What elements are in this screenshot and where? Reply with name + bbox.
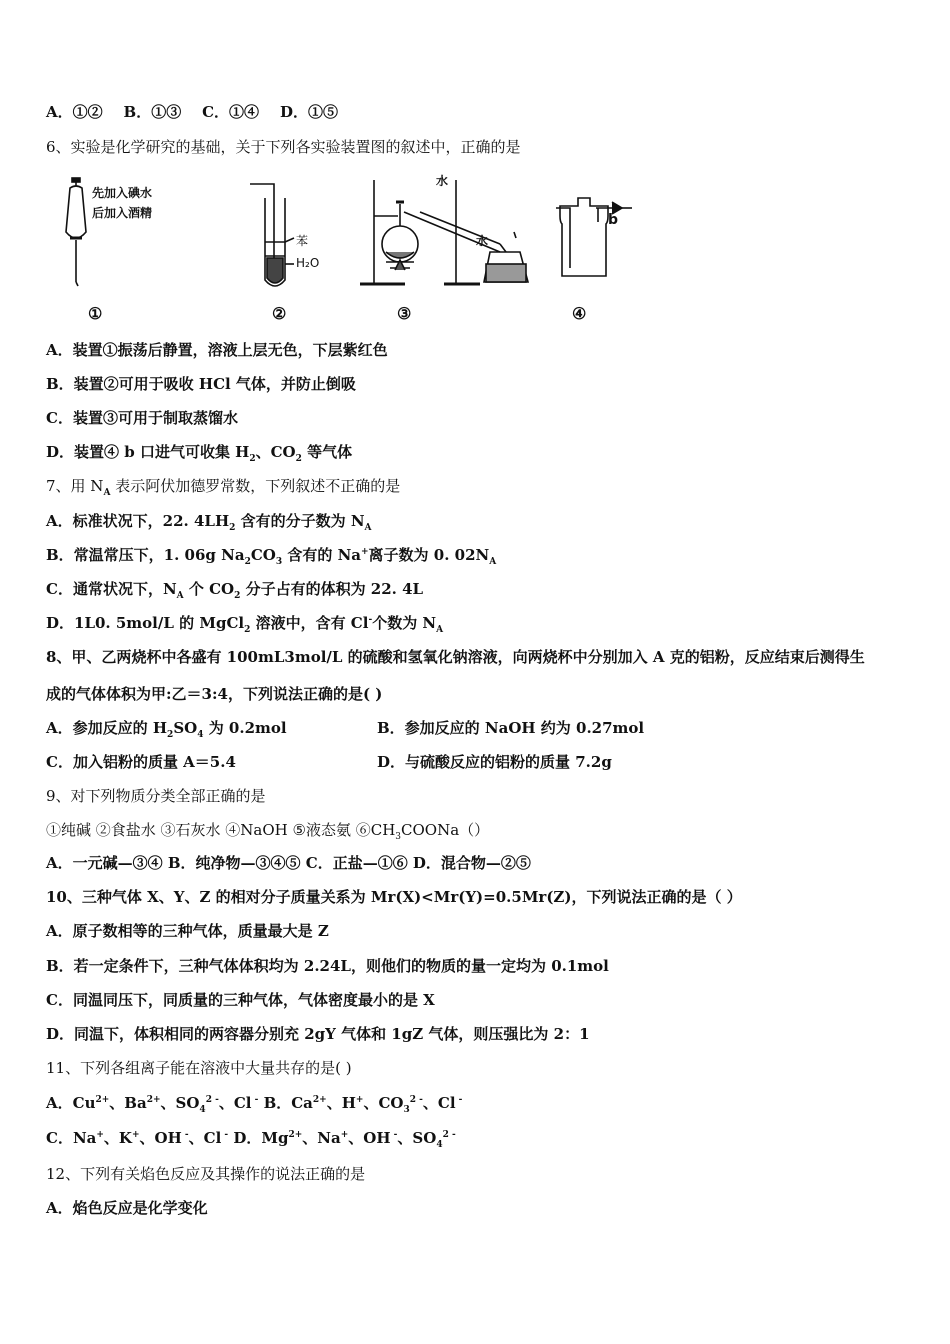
q7-a-text1: A．标准状况下，22. 4LH xyxy=(46,512,230,530)
q9-items-text2: COONa（） xyxy=(401,821,490,839)
q7-b-text4: 离子数为 0. 02N xyxy=(368,546,490,564)
q7-c-sub1: A xyxy=(176,591,184,601)
q7-a-sub2: A xyxy=(364,523,372,533)
q11-b-1: B．Ca xyxy=(258,1094,313,1112)
q11-b-3-sub: 3 xyxy=(403,1105,410,1115)
q6-option-a: A．装置①振荡后静置，溶液上层无色，下层紫红色 xyxy=(46,341,388,359)
funnel-caption-1: 先加入碘水 xyxy=(92,186,153,200)
q11-d-1-sup: 2+ xyxy=(288,1130,303,1140)
label-water-side: 水 xyxy=(476,234,489,248)
q11-c-1-sup: + xyxy=(96,1130,104,1140)
q11-b-1-sup: 2+ xyxy=(312,1095,327,1105)
label-water-h2o: H₂O xyxy=(296,256,320,270)
q8-option-c: C．加入铝粉的质量 A＝5.4 xyxy=(46,753,236,771)
q11-d-4-sup: 2 - xyxy=(442,1130,456,1140)
q9-items xyxy=(46,820,489,840)
q6-d-sub1: 2 xyxy=(249,454,256,464)
q7-d-text2: 溶液中，含有 Cl xyxy=(250,614,369,632)
q6-d-text2: 、CO xyxy=(255,443,296,461)
q8-a-text1: A．参加反应的 H xyxy=(46,719,168,737)
q8-stem-line1 xyxy=(46,647,865,667)
q9-stem: 9、对下列物质分类全部正确的是 xyxy=(46,787,266,805)
q8-a-text3: 为 0.2mol xyxy=(203,719,287,737)
q5-option-d: D．①⑤ xyxy=(279,103,338,121)
figure-label-3: ③ xyxy=(397,304,412,323)
q8-option-d: D．与硫酸反应的铝粉的质量 7.2g xyxy=(377,753,612,771)
q8-option-b: B．参加反应的 NaOH 约为 0.27mol xyxy=(377,719,645,737)
figure-label-1: ① xyxy=(88,304,103,323)
q5-option-b: B．①③ xyxy=(123,103,182,121)
q7-a-sub1: 2 xyxy=(229,523,236,533)
q11-d-2: 、Na xyxy=(302,1129,341,1147)
q11-d-3: 、OH xyxy=(348,1129,391,1147)
q8-a-text2: SO xyxy=(173,719,198,737)
q11-d-2-sup: + xyxy=(340,1130,349,1140)
q7-b-sup: + xyxy=(361,547,369,557)
q11-a-3-sub: 4 xyxy=(199,1105,206,1115)
q11-b-2-sup: + xyxy=(355,1095,364,1105)
q7-b-sub3: A xyxy=(489,557,497,567)
q10-stem xyxy=(46,887,742,907)
q12-stem: 12、下列有关焰色反应及其操作的说法正确的是 xyxy=(46,1165,366,1183)
figure-label-2: ② xyxy=(272,304,287,323)
q6-option-b: B．装置②可用于吸收 HCl 气体，并防止倒吸 xyxy=(46,375,356,393)
q11-c-1: C．Na xyxy=(46,1129,97,1147)
q11-a-1-sup: 2+ xyxy=(95,1095,110,1105)
label-water-top: 水 xyxy=(436,174,449,188)
q7-d-sub2: A xyxy=(436,625,444,635)
q10-option-d: D．同温下，体积相同的两容器分别充 2gY 气体和 1gZ 气体，则压强比为 2：1 xyxy=(46,1025,590,1043)
funnel-caption-2: 后加入酒精 xyxy=(92,206,153,220)
q9-items-text1: ①纯碱 ②食盐水 ③石灰水 ④NaOH ⑤液态氨 ⑥CH xyxy=(46,821,396,839)
q11-c-3: 、OH xyxy=(139,1129,182,1147)
q5-options xyxy=(46,102,338,122)
q11-b-4: 、Cl xyxy=(422,1094,456,1112)
q7-option-c xyxy=(46,579,423,599)
q11-a-2: 、Ba xyxy=(109,1094,147,1112)
q6-d-text3: 等气体 xyxy=(301,443,353,461)
q11-a-3: 、SO xyxy=(160,1094,200,1112)
q11-stem: 11、下列各组离子能在溶液中大量共存的是( ) xyxy=(46,1059,352,1077)
q11-c-2-sup: + xyxy=(131,1130,140,1140)
q11-c-4-sup: - xyxy=(221,1130,229,1140)
q11-b-3-sup: 2 - xyxy=(409,1095,423,1105)
label-benzene: 苯 xyxy=(296,234,309,248)
q11-c-2: 、K xyxy=(103,1129,132,1147)
q7-b-sub1: 2 xyxy=(244,557,251,567)
q8-stem-line2: 成的气体体积为甲:乙＝3:4，下列说法正确的是( ) xyxy=(46,685,383,703)
q9-options: A．一元碱—③④ B．纯净物—③④⑤ C．正盐—①⑥ D．混合物—②⑤ xyxy=(46,854,531,872)
q7-b-text2: CO xyxy=(250,546,276,564)
q11-a-4: 、Cl xyxy=(218,1094,252,1112)
q9-items-sub: 3 xyxy=(395,832,402,842)
q8-option-a xyxy=(46,718,287,738)
q5-option-a: A．①② xyxy=(46,103,103,121)
q7-b-sub2: 3 xyxy=(275,557,283,567)
q11-options-cd xyxy=(46,1128,456,1148)
q7-option-d xyxy=(46,613,443,633)
q7-option-b xyxy=(46,545,496,565)
q7-stem-sub: A xyxy=(103,488,111,498)
q11-d-4-sub: 4 xyxy=(436,1140,443,1150)
q11-b-4-sup: - xyxy=(455,1095,463,1105)
q11-d-4: 、SO xyxy=(397,1129,437,1147)
q6-option-c: C．装置③可用于制取蒸馏水 xyxy=(46,409,238,427)
q6-d-sub2: 2 xyxy=(295,454,302,464)
q11-options-ab xyxy=(46,1093,462,1113)
q7-d-text1: D．1L0. 5mol/L 的 MgCl xyxy=(46,614,245,632)
q8-a-sub2: 4 xyxy=(197,730,204,740)
q6-option-d xyxy=(46,442,352,462)
q5-option-c: C．①④ xyxy=(202,103,260,121)
q7-d-sup: - xyxy=(368,615,373,625)
q6-d-text1: D．装置④ b 口进气可收集 H xyxy=(46,443,250,461)
q12-option-a: A．焰色反应是化学变化 xyxy=(46,1199,208,1217)
q11-c-4: 、Cl xyxy=(188,1129,222,1147)
q7-d-text3: 个数为 N xyxy=(372,614,437,632)
q11-a-2-sup: 2+ xyxy=(146,1095,161,1105)
q7-c-text3: 分子占有的体积为 22. 4L xyxy=(240,580,424,598)
q7-b-text1: B．常温常压下，1. 06g Na xyxy=(46,546,245,564)
q7-d-sub1: 2 xyxy=(244,625,251,635)
q11-d-1: D．Mg xyxy=(228,1129,289,1147)
distillation-apparatus xyxy=(360,180,528,284)
q7-c-text2: 个 CO xyxy=(183,580,235,598)
q11-b-3: 、CO xyxy=(363,1094,404,1112)
q6-stem: 6、实验是化学研究的基础，关于下列各实验装置图的叙述中，正确的是 xyxy=(46,138,521,156)
q11-a-1: A．Cu xyxy=(46,1094,96,1112)
q10-option-a: A．原子数相等的三种气体，质量最大是 Z xyxy=(46,922,329,940)
q7-c-text1: C．通常状况下，N xyxy=(46,580,177,598)
q11-a-4-sup: - xyxy=(251,1095,259,1105)
figure-label-4: ④ xyxy=(572,304,587,323)
q11-a-3-sup: 2 - xyxy=(205,1095,219,1105)
q10-stem-text: 10、三种气体 X、Y、Z 的相对分子质量关系为 Mr(X)<Mr(Y)=0.5Mr(Z)，下列说法正确的是（ ） xyxy=(46,888,742,906)
q7-a-text2: 含有的分子数为 N xyxy=(235,512,365,530)
q10-option-b: B．若一定条件下，三种气体体积均为 2.24L，则他们的物质的量一定均为 0.1mol xyxy=(46,957,609,975)
separatory-funnel xyxy=(66,178,86,286)
q6-apparatus-figure xyxy=(60,172,660,297)
q7-option-a xyxy=(46,511,372,531)
q8-stem-text1: 8、甲、乙两烧杯中各盛有 100mL3mol/L 的硫酸和氢氧化钠溶液，向两烧杯中分别加入 A 克的铝粉，反应结束后测得生 xyxy=(46,648,865,666)
q11-c-3-sup: - xyxy=(181,1130,189,1140)
q7-b-text3: 含有的 Na xyxy=(282,546,361,564)
gas-collection-bottle xyxy=(556,198,632,276)
q11-b-2: 、H xyxy=(326,1094,356,1112)
q7-stem xyxy=(46,476,400,496)
q7-c-sub2: 2 xyxy=(234,591,241,601)
q7-stem-text2: 表示阿伏加德罗常数，下列叙述不正确的是 xyxy=(110,477,401,495)
test-tube-apparatus xyxy=(250,184,294,286)
q8-a-sub1: 2 xyxy=(167,730,174,740)
label-b-port: b xyxy=(608,212,619,228)
q7-stem-text1: 7、用 N xyxy=(46,477,104,495)
q10-option-c: C．同温同压下，同质量的三种气体，气体密度最小的是 X xyxy=(46,991,435,1009)
q11-d-3-sup: - xyxy=(390,1130,398,1140)
